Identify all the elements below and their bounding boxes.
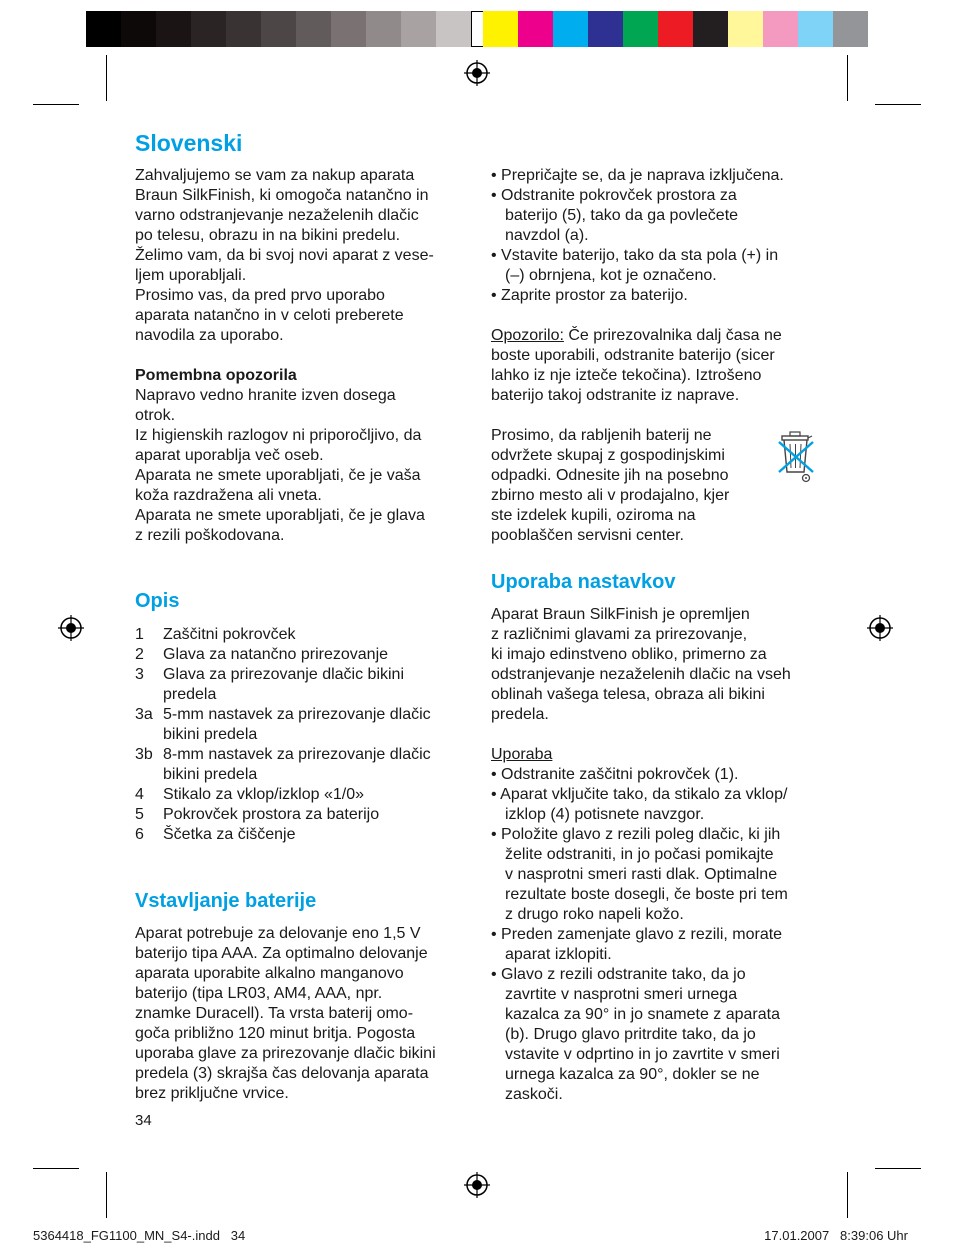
usage-step-line: vstavite v odprtino in jo zavrtite v smeri	[505, 1046, 780, 1063]
list-item-number: 3a	[135, 706, 153, 723]
grayscale-color-bar	[86, 11, 506, 47]
warnings-section	[135, 366, 475, 546]
crop-mark	[33, 104, 79, 105]
gray-swatch	[191, 11, 226, 47]
color-swatch	[483, 11, 518, 47]
battery-line: znamke Duracell). Ta vrsta baterij omo-	[135, 1005, 414, 1022]
intro-text	[135, 166, 475, 346]
gray-swatch	[156, 11, 191, 47]
list-item	[135, 725, 475, 745]
gray-swatch	[366, 11, 401, 47]
list-item-number: 5	[135, 806, 144, 823]
list-item-text: predela	[163, 686, 217, 703]
intro-line: po telesu, obrazu in na bikini predelu.	[135, 227, 401, 244]
gray-swatch	[86, 11, 121, 47]
page-title: Slovenski	[135, 130, 243, 156]
attachments-line: oblinah vašega telesa, obraza ali bikini	[491, 686, 765, 703]
warning-line: Aparata ne smete uporabljati, če je glava	[135, 507, 425, 524]
list-item	[135, 765, 475, 785]
battery-line: aparata uporabite alkalno manganovo	[135, 965, 404, 982]
registration-mark-icon	[464, 60, 490, 86]
warnings-title: Pomembna opozorila	[135, 367, 297, 384]
crossed-out-wheelie-bin-icon	[776, 428, 816, 486]
list-item	[135, 685, 475, 705]
color-swatch	[728, 11, 763, 47]
battery-line: Aparat potrebuje za delovanje eno 1,5 V	[135, 925, 421, 942]
attachments-line: ki imajo edinstveno obliko, primerno za	[491, 646, 767, 663]
crop-mark	[875, 1168, 921, 1169]
list-item-text: Glava za prirezovanje dlačic bikini	[163, 666, 404, 683]
list-item	[135, 625, 475, 645]
list-item-text: Glava za natančno prirezovanje	[163, 646, 389, 663]
caution-text	[491, 326, 831, 406]
caution-line: baterijo takoj odstranite iz naprave.	[491, 387, 740, 404]
battery-step-line: • Vstavite baterijo, tako da sta pola (+) in	[491, 247, 779, 264]
registration-mark-icon	[867, 615, 893, 641]
usage-section	[491, 745, 831, 1105]
gray-swatch	[296, 11, 331, 47]
intro-line: ljem uporabljali.	[135, 267, 247, 284]
list-item-number: 1	[135, 626, 144, 643]
crop-mark	[875, 104, 921, 105]
color-swatch	[518, 11, 553, 47]
usage-step-line: aparat izklopiti.	[505, 946, 612, 963]
footer-timestamp: 17.01.2007 8:39:06 Uhr	[764, 1228, 908, 1243]
battery-step-line: • Odstranite pokrovček prostora za	[491, 187, 737, 204]
usage-step-line: • Položite glavo z rezili poleg dlačic, ki jih	[491, 826, 781, 843]
battery-line: baterijo (tipa LR03, AM4, AAA, npr.	[135, 985, 383, 1002]
list-item-number: 6	[135, 826, 144, 843]
battery-step-line: (–) obrnjena, kot je označeno.	[505, 267, 717, 284]
color-swatch	[693, 11, 728, 47]
gray-swatch	[121, 11, 156, 47]
intro-line: navodila za uporabo.	[135, 327, 284, 344]
process-color-bar	[483, 11, 868, 47]
usage-step-line: rezultate boste dosegli, če boste pri tem	[505, 886, 788, 903]
usage-step-line: (b). Drugo glavo pritrdite tako, da jo	[505, 1026, 756, 1043]
battery-text	[135, 924, 475, 1104]
list-item	[135, 645, 475, 665]
list-item	[135, 805, 475, 825]
caution-label: Opozorilo:	[491, 327, 564, 344]
usage-step-line: zavrtite v nasprotni smeri urnega	[505, 986, 738, 1003]
intro-line: Prosimo vas, da pred prvo uporabo	[135, 287, 385, 304]
disposal-line: ste izdelek kupili, oziroma na	[491, 507, 696, 524]
usage-step-line: z drugo roko napeli kožo.	[505, 906, 684, 923]
battery-step-line: navzdol (a).	[505, 227, 589, 244]
intro-line: Braun SilkFinish, ki omogoča natančno in	[135, 187, 429, 204]
intro-line: aparata natančno in v celoti preberete	[135, 307, 404, 324]
list-item-text: Zaščitni pokrovček	[163, 626, 296, 643]
usage-step-line: v nasprotni smeri rasti dlak. Optimalne	[505, 866, 778, 883]
disposal-text	[491, 426, 771, 546]
gray-swatch	[261, 11, 296, 47]
disposal-line: Prosimo, da rabljenih baterij ne	[491, 427, 712, 444]
list-item-text: Ščetka za čiščenje	[163, 826, 296, 843]
crop-mark	[33, 1168, 79, 1169]
battery-line: brez priključne vrvice.	[135, 1085, 289, 1102]
list-item	[135, 825, 475, 845]
color-swatch	[588, 11, 623, 47]
list-item-number	[135, 765, 163, 785]
usage-step-line: zaskoči.	[505, 1086, 563, 1103]
list-item-number: 3b	[135, 746, 153, 763]
caution-line: boste uporabili, odstranite baterijo (sicer	[491, 347, 775, 364]
usage-step-line: • Preden zamenjate glavo z rezili, morate	[491, 926, 783, 943]
battery-step-line: • Zaprite prostor za baterijo.	[491, 287, 688, 304]
list-item	[135, 705, 475, 725]
usage-step-line: • Aparat vključite tako, da stikalo za vklop/	[491, 786, 788, 803]
battery-line: goča približno 120 minut britja. Pogosta	[135, 1025, 416, 1042]
color-swatch	[763, 11, 798, 47]
warning-line: aparat uporablja več oseb.	[135, 447, 324, 464]
section-title-battery: Vstavljanje baterije	[135, 890, 317, 912]
usage-step-line: izklop (4) potisnete navzgor.	[505, 806, 705, 823]
list-item-number	[135, 685, 163, 705]
usage-step-line: • Glavo z rezili odstranite tako, da jo	[491, 966, 746, 983]
page-number: 34	[135, 1112, 152, 1129]
color-swatch	[553, 11, 588, 47]
warning-line: Aparata ne smete uporabljati, če je vaša	[135, 467, 421, 484]
gray-swatch	[401, 11, 436, 47]
intro-line: varno odstranjevanje nezaželenih dlačic	[135, 207, 419, 224]
attachments-line: z različnimi glavami za prirezovanje,	[491, 626, 748, 643]
color-swatch	[798, 11, 833, 47]
usage-step-line: kazalca za 90° in jo snamete z aparata	[505, 1006, 780, 1023]
warning-line: otrok.	[135, 407, 176, 424]
gray-swatch	[436, 11, 471, 47]
color-swatch	[623, 11, 658, 47]
warning-line: Napravo vedno hranite izven dosega	[135, 387, 396, 404]
usage-step-line: želite odstraniti, in jo počasi pomikajte	[505, 846, 774, 863]
list-item-text: 5-mm nastavek za prirezovanje dlačic	[163, 706, 431, 723]
attachments-line: predela.	[491, 706, 549, 723]
usage-step-line: • Odstranite zaščitni pokrovček (1).	[491, 766, 739, 783]
list-item-text: Stikalo za vklop/izklop «1/0»	[163, 786, 364, 803]
battery-line: predela (3) skrajša čas delovanja aparata	[135, 1065, 429, 1082]
disposal-line: odvržete skupaj z gospodinjskimi	[491, 447, 725, 464]
gray-swatch	[331, 11, 366, 47]
intro-line: Zahvaljujemo se vam za nakup aparata	[135, 167, 415, 184]
disposal-line: zbirno mesto ali v prodajalno, kjer	[491, 487, 730, 504]
crop-mark	[106, 55, 107, 101]
list-item	[135, 785, 475, 805]
list-item	[135, 665, 475, 685]
warning-line: koža razdražena ali vneta.	[135, 487, 322, 504]
battery-line: baterijo tipa AAA. Za optimalno delovanje	[135, 945, 428, 962]
parts-list	[135, 625, 475, 845]
list-item-text: 8-mm nastavek za prirezovanje dlačic	[163, 746, 431, 763]
attachments-intro	[491, 605, 831, 725]
list-item-number: 3	[135, 666, 144, 683]
list-item-text: bikini predela	[163, 726, 258, 743]
color-swatch	[658, 11, 693, 47]
caution-first-line: Če prirezovalnika dalj časa ne	[563, 327, 782, 344]
disposal-line: odpadki. Odnesite jih na posebno	[491, 467, 729, 484]
gray-swatch	[226, 11, 261, 47]
battery-step-line: • Prepričajte se, da je naprava izključena.	[491, 167, 784, 184]
registration-mark-icon	[464, 1172, 490, 1198]
warning-line: z rezili poškodovana.	[135, 527, 285, 544]
battery-steps	[491, 166, 831, 306]
list-item-number: 2	[135, 646, 144, 663]
section-title-opis: Opis	[135, 590, 180, 612]
list-item	[135, 745, 475, 765]
battery-line: uporaba glave za prirezovanje dlačic bikini	[135, 1045, 436, 1062]
intro-line: Želimo vam, da bi svoj novi aparat z vese-	[135, 247, 434, 264]
list-item-number	[135, 725, 163, 745]
registration-mark-icon	[58, 615, 84, 641]
section-title-attachments: Uporaba nastavkov	[491, 571, 676, 593]
attachments-line: Aparat Braun SilkFinish je opremljen	[491, 606, 750, 623]
crop-mark	[847, 1172, 848, 1218]
footer-file-info: 5364418_FG1100_MN_S4-.indd 34	[33, 1228, 246, 1243]
caution-line: lahko iz nje izteče tekočina). Iztrošeno	[491, 367, 762, 384]
attachments-line: odstranjevanje nezaželenih dlačic na vseh	[491, 666, 791, 683]
disposal-line: pooblaščen servisni center.	[491, 527, 684, 544]
list-item-text: bikini predela	[163, 766, 258, 783]
list-item-number: 4	[135, 786, 144, 803]
list-item-text: Pokrovček prostora za baterijo	[163, 806, 380, 823]
usage-label: Uporaba	[491, 746, 553, 763]
color-swatch	[833, 11, 868, 47]
battery-step-line: baterijo (5), tako da ga povlečete	[505, 207, 739, 224]
crop-mark	[847, 55, 848, 101]
crop-mark	[106, 1172, 107, 1218]
warning-line: Iz higienskih razlogov ni priporočljivo, da	[135, 427, 422, 444]
usage-step-line: urnega kazalca za 90°, dokler se ne	[505, 1066, 760, 1083]
